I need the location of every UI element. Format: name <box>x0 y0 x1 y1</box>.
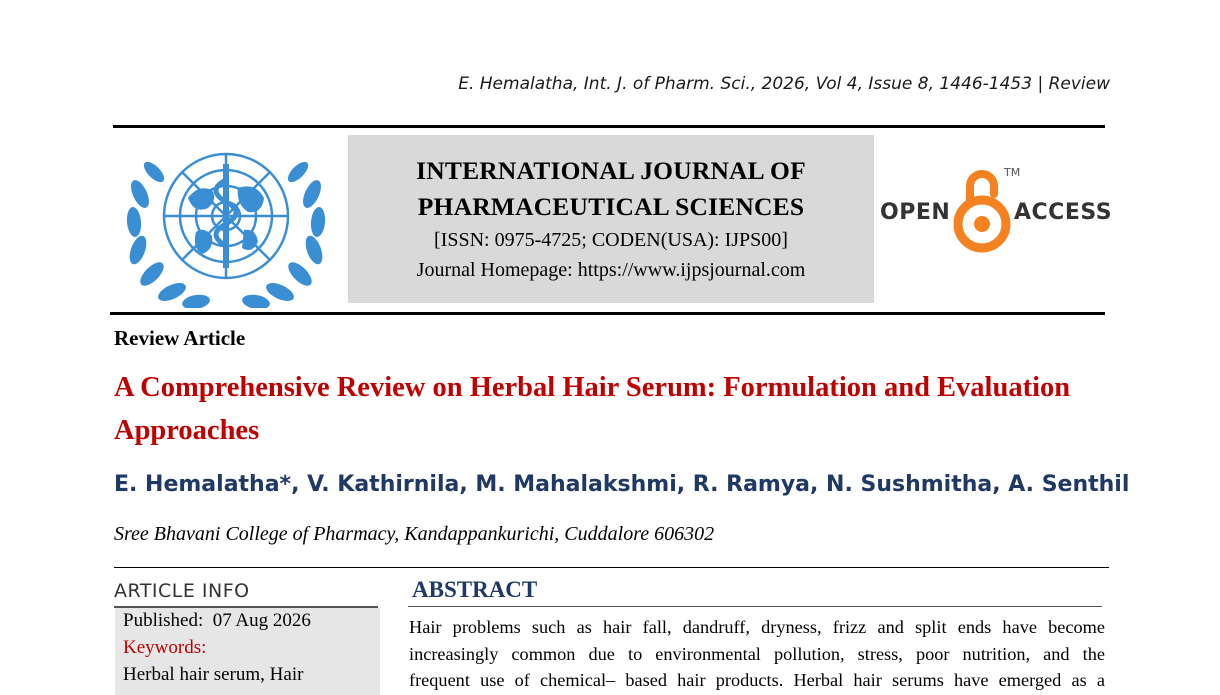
affiliation: Sree Bhavani College of Pharmacy, Kandappankurichi, Cuddalore 606302 <box>114 523 715 545</box>
journal-logo <box>126 140 326 308</box>
journal-title-line2: PHARMACEUTICAL SCIENCES <box>417 192 805 221</box>
abstract-heading: ABSTRACT <box>412 577 538 602</box>
keywords-label: Keywords: <box>123 637 207 658</box>
citation-header: E. Hemalatha, Int. J. of Pharm. Sci., 2026, Vol 4, Issue 8, 1446-1453 | Review <box>458 74 1110 94</box>
issn-line: [ISSN: 0975-4725; CODEN(USA): IJPS00] <box>434 229 788 251</box>
abstract-line: increasingly common due to environmental pollution, stress, poor nutrition, and the <box>409 643 1105 664</box>
masthead-bottom-rule <box>110 312 1105 315</box>
author-list: E. Hemalatha*, V. Kathirnila, M. Mahalakshmi, R. Ramya, N. Sushmitha, A. Senthil <box>114 472 1130 497</box>
section-divider <box>114 567 1109 568</box>
published-date: 07 Aug 2026 <box>212 610 311 631</box>
abstract-body <box>409 614 1105 694</box>
trademark-mark: TM <box>1004 166 1021 179</box>
open-access-right-text: ACCESS <box>1014 200 1113 225</box>
article-info-heading: ARTICLE INFO <box>114 580 250 602</box>
journal-homepage-link[interactable]: Journal Homepage: https://www.ijpsjournal.com <box>416 259 806 281</box>
open-access-logo <box>878 160 1113 256</box>
abstract-line: frequent use of chemical– based hair products. Herbal hair serums have emerged as a <box>409 670 1105 690</box>
abstract-line: Hair problems such as hair fall, dandruff, dryness, frizz and split ends have become <box>409 617 1105 637</box>
article-info-box <box>115 608 380 695</box>
open-access-left-text: OPEN <box>880 200 951 225</box>
un-emblem-icon <box>126 140 326 308</box>
article-type: Review Article <box>114 326 246 350</box>
published-row <box>123 610 311 632</box>
keywords-text: Herbal hair serum, Hair <box>123 664 304 685</box>
journal-title <box>348 153 874 225</box>
abstract-rule <box>408 606 1102 607</box>
journal-title-line1: INTERNATIONAL JOURNAL OF <box>416 156 806 185</box>
masthead-top-rule <box>113 125 1105 128</box>
article-title: A Comprehensive Review on Herbal Hair Serum: Formulation and Evaluation Approaches <box>114 372 1071 446</box>
journal-banner <box>348 135 874 303</box>
open-access-lock-icon <box>952 164 1012 256</box>
published-label: Published: <box>123 610 204 631</box>
